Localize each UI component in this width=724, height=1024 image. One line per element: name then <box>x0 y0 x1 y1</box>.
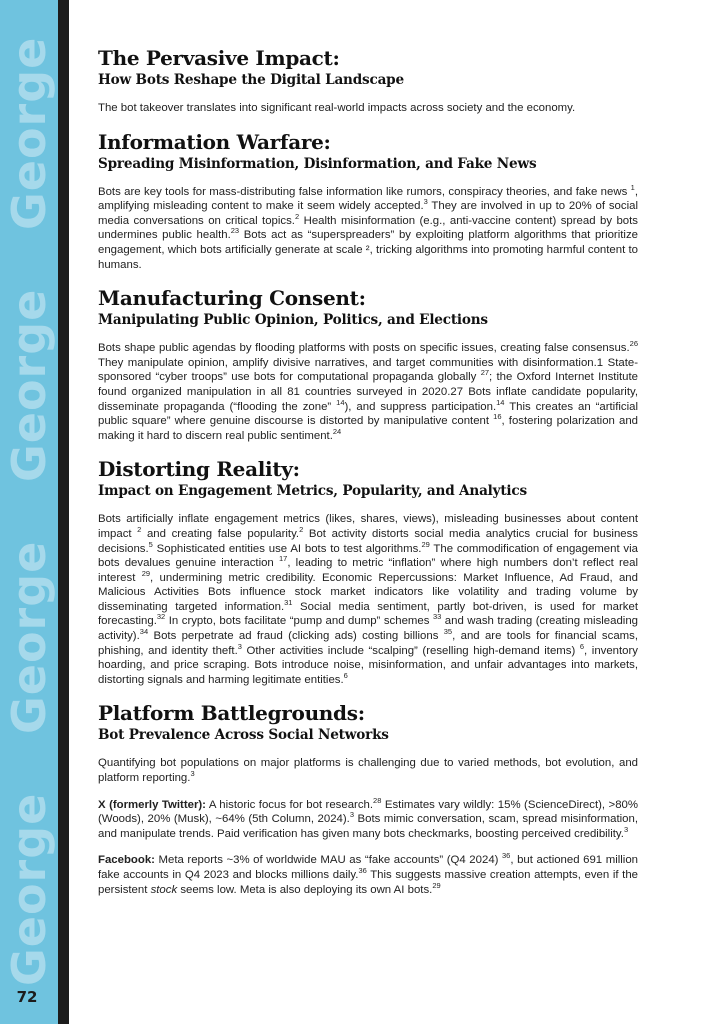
text-run: Bots artificially inflate engagement metrics (likes, shares, views), misleading businesses about content impact <box>98 513 638 540</box>
citation: 14 <box>496 397 505 407</box>
text-run: , inventory hoarding, and price scraping. Bots introduce noise, misinformation, and unfair advantages into markets, distorting signals and harming legitimate entities. <box>98 644 639 686</box>
citation: 34 <box>139 627 149 637</box>
citation: 3 <box>423 197 428 207</box>
text-run: Bots act as “superspreaders” by exploiting platform algorithms that prioritize engagement, which bots artificially generate at scale ², tricking algorithms into promoting harmful content to humans. <box>98 229 638 271</box>
text-run: and wash trading (creating misleading activity). <box>98 615 638 643</box>
text-run: This creates an “artificial public square” where genuine discourse is distorted by manipulative content <box>98 400 639 428</box>
citation: 17 <box>278 554 288 564</box>
section-information-warfare <box>98 130 638 273</box>
text-run: A historic focus for bot research. <box>205 798 374 811</box>
text-run: Social media sentiment, partly bot-driven, is used for market forecasting. <box>98 600 638 628</box>
section-title: The Pervasive Impact: <box>98 46 340 70</box>
text-run: , leading to metric “inflation” where high numbers don’t reflect real interest <box>98 557 638 584</box>
paragraph <box>98 182 638 273</box>
section-title: Distorting Reality: <box>98 457 300 482</box>
citation: 3 <box>190 769 195 779</box>
citation: 26 <box>629 339 638 349</box>
citation: 36 <box>502 851 511 861</box>
text-run: They manipulate opinion, amplify divisive narratives, and target communities with disinformation.1 State-sponsored “cyber troops” use bots for computational propaganda globally <box>98 356 638 384</box>
paragraph <box>98 756 638 785</box>
paragraph <box>98 101 638 116</box>
citation: 32 <box>156 612 166 622</box>
text-run: Estimates vary wildly: 15% (ScienceDirect), >80% (Woods), 20% (Musk), ~64% (5th Column, 2024). <box>98 798 638 826</box>
platform-label: X (formerly Twitter): <box>98 798 206 811</box>
platform-label: Facebook: <box>98 854 155 867</box>
citation: 36 <box>358 866 367 876</box>
citation: 16 <box>493 412 502 422</box>
citation: 1 <box>630 182 635 192</box>
text-run: Bots mimic conversation, scam, spread misinformation, and manipulate trends. Paid verification has given many bots checkmarks, boosting perceived credibility. <box>98 813 638 840</box>
section-platform-battlegrounds <box>98 701 638 897</box>
text-run: The bot takeover translates into significant real-world impacts across society and the economy. <box>98 102 576 114</box>
citation: 23 <box>230 226 240 236</box>
text-run: , but actioned 691 million fake accounts in Q4 2023 and blocks millions daily. <box>98 854 638 881</box>
citation: 5 <box>148 539 153 549</box>
paragraph-facebook <box>98 853 638 897</box>
text-run: ; the Oxford Internet Institute found organized manipulation in all 81 countries surveyed in 2020.27 Bots inflate candidate popularity, disseminate propaganda (“flooding the zone” <box>98 371 638 413</box>
text-run: Bots are key tools for mass-distributing false information like rumors, conspiracy theories, and fake news <box>98 185 631 198</box>
citation: 6 <box>579 641 585 651</box>
paragraph <box>98 512 638 687</box>
text-run: , and are tools for financial scams, phishing, and identity theft. <box>98 630 639 657</box>
text-run: , amplifying misleading content to make it seem widely accepted. <box>98 185 638 213</box>
citation: 28 <box>373 795 382 805</box>
text-run: Quantifying bot populations on major platforms is challenging due to varied methods, bot evolution, and platform reporting. <box>98 757 638 785</box>
page-number: 72 <box>16 988 38 1006</box>
text-run: and creating false popularity. <box>141 527 300 540</box>
sidebar-watermark-word: George <box>2 540 56 734</box>
citation: 2 <box>294 211 300 221</box>
paragraph-x-twitter <box>98 795 638 842</box>
text-run: Other activities include “scalping” (reselling high-demand items) <box>241 644 580 657</box>
citation: 2 <box>299 525 304 535</box>
text-run: Bots shape public agendas by flooding platforms with posts on specific issues, creating false consensus. <box>98 342 630 355</box>
sidebar-strip <box>0 0 58 1024</box>
citation: 29 <box>432 880 441 890</box>
citation: 29 <box>141 568 151 578</box>
text-run: seems low. Meta is also deploying its own AI bots. <box>177 883 433 896</box>
section-subtitle: Manipulating Public Opinion, Politics, and Elections <box>98 312 488 329</box>
section-subtitle: Spreading Misinformation, Disinformation, and Fake News <box>98 155 537 172</box>
section-manufacturing-consent <box>98 286 638 443</box>
article-body <box>98 46 638 897</box>
citation: 35 <box>443 627 453 637</box>
citation: 27 <box>480 368 490 378</box>
citation: 3 <box>237 641 242 651</box>
citation: 33 <box>432 612 442 622</box>
text-run: , undermining metric credibility. Economic Repercussions: Market Influence, Ad Fraud, and Malicious Activities Bots influence stock market indicators like volatility and trading volume by disseminating targeted information. <box>98 571 638 613</box>
text-run: , fostering polarization and making it hard to discern real public sentiment. <box>98 415 638 442</box>
citation: 3 <box>349 810 354 820</box>
citation: 24 <box>332 426 342 436</box>
section-distorting-reality <box>98 457 638 687</box>
citation: 29 <box>421 539 430 549</box>
text-run: Meta reports ~3% of worldwide MAU as “fake accounts” (Q4 2024) <box>154 854 503 867</box>
text-run: In crypto, bots facilitate “pump and dump” schemes <box>165 615 433 628</box>
sidebar-watermark-word: George <box>2 288 56 482</box>
sidebar-watermark-word: George <box>2 36 56 230</box>
sidebar-watermark-word: George <box>2 792 56 986</box>
text-run: Bots perpetrate ad fraud (clicking ads) costing billions <box>148 630 444 643</box>
text-run: Health misinformation (e.g., anti-vaccine content) spread by bots undermines public health. <box>98 214 638 242</box>
citation: 14 <box>336 397 345 407</box>
section-title: Platform Battlegrounds: <box>98 701 365 726</box>
citation: 6 <box>343 671 348 681</box>
citation: 2 <box>137 525 142 535</box>
section-subtitle: Impact on Engagement Metrics, Popularity, and Analytics <box>98 483 527 500</box>
section-subtitle: Bot Prevalence Across Social Networks <box>98 727 389 744</box>
emphasis: stock <box>150 883 178 896</box>
text-run: This suggests massive creation attempts, even if the persistent <box>98 869 638 896</box>
text-run: ), and suppress participation. <box>344 400 497 413</box>
text-run: The commodification of engagement via bots devalues genuine interaction <box>98 542 638 570</box>
text-run: Bot activity distorts social media analytics crucial for business decisions. <box>98 527 639 555</box>
section-pervasive-impact <box>98 46 638 116</box>
citation: 31 <box>284 598 293 608</box>
section-title: Information Warfare: <box>98 129 331 154</box>
text-run: They are involved in up to 20% of social media conversations on critical topics. <box>98 200 638 227</box>
sidebar-dark-band <box>58 0 69 1024</box>
section-title: Manufacturing Consent: <box>98 286 366 311</box>
text-run: Sophisticated entities use AI bots to test algorithms. <box>152 542 422 555</box>
citation: 3 <box>623 825 629 835</box>
section-subtitle: How Bots Reshape the Digital Landscape <box>98 72 404 88</box>
paragraph <box>98 341 638 443</box>
